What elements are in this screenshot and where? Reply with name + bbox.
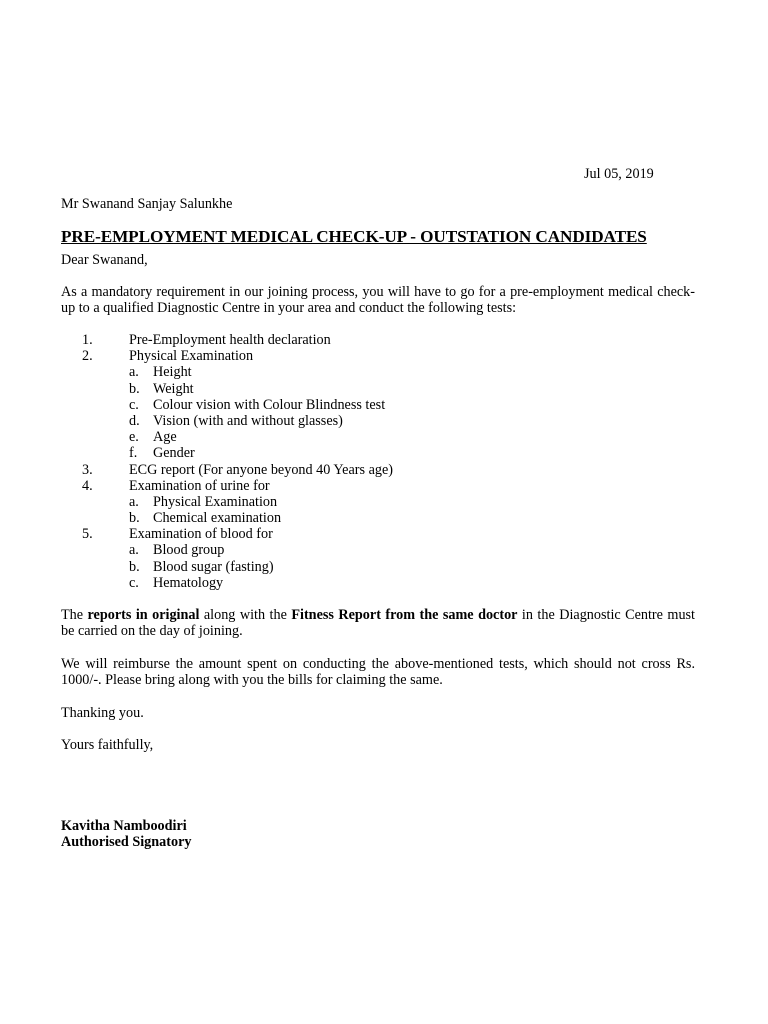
- thanks-line: Thanking you.: [61, 705, 144, 721]
- reports-text-3: in the Diagnostic Centre must be carried on the day of joining.: [61, 607, 696, 640]
- test-subitem-letter: a.: [129, 493, 139, 510]
- test-subitem-letter: c.: [129, 574, 139, 591]
- test-subitem: [61, 413, 701, 429]
- salutation: Dear Swanand,: [61, 252, 148, 268]
- test-subitem-label: Height: [153, 364, 192, 381]
- test-subitem-letter: a.: [129, 542, 139, 559]
- test-item-label: Examination of urine for: [129, 477, 270, 494]
- test-subitem-letter: b.: [129, 380, 140, 397]
- signer-name: Kavitha Namboodiri: [61, 818, 187, 834]
- test-subitem-letter: c.: [129, 396, 139, 413]
- test-item-label: Physical Examination: [129, 348, 254, 365]
- test-subitem: [61, 494, 701, 510]
- test-subitem: [61, 429, 701, 445]
- test-subitem-letter: a.: [129, 364, 139, 381]
- reports-bold-2: Fitness Report from the same doctor: [291, 607, 518, 623]
- test-subitem-letter: e.: [129, 429, 139, 446]
- reports-paragraph: [61, 607, 695, 639]
- test-item-label: Pre-Employment health declaration: [129, 332, 331, 348]
- test-subitem-label: Gender: [153, 445, 195, 462]
- test-list: [61, 332, 701, 591]
- test-subitem: [61, 542, 701, 558]
- test-subitem: [61, 397, 701, 413]
- reports-text-1: The: [61, 607, 88, 623]
- test-subitem: [61, 364, 701, 380]
- test-subitem-label: Chemical examination: [153, 510, 282, 527]
- test-subitem-label: Hematology: [153, 574, 224, 591]
- test-item: [61, 478, 701, 494]
- recipient-name: Mr Swanand Sanjay Salunkhe: [61, 196, 233, 212]
- test-subitem: [61, 445, 701, 461]
- test-subitem-label: Colour vision with Colour Blindness test: [153, 396, 386, 413]
- reports-bold-1: reports in original: [87, 607, 200, 623]
- test-item: [61, 526, 701, 542]
- test-subitem: [61, 510, 701, 526]
- test-subitem: [61, 575, 701, 591]
- test-item-number: 3.: [82, 461, 93, 478]
- intro-paragraph: As a mandatory requirement in our joining process, you will have to go for a pre-employment medical check-up to a qualified Diagnostic Centre in your area and conduct the following tests:: [61, 284, 695, 317]
- test-item-number: 5.: [82, 526, 93, 543]
- test-item-label: Examination of blood for: [129, 526, 273, 543]
- test-subitem-label: Blood sugar (fasting): [153, 558, 274, 575]
- test-item-number: 4.: [82, 477, 93, 494]
- test-subitem-label: Weight: [153, 380, 194, 397]
- test-item: [61, 462, 701, 478]
- test-item: [61, 332, 701, 348]
- letter-title: PRE-EMPLOYMENT MEDICAL CHECK-UP - OUTSTATION CANDIDATES: [61, 227, 647, 246]
- test-subitem-label: Blood group: [153, 542, 225, 559]
- test-subitem: [61, 559, 701, 575]
- test-subitem-label: Vision (with and without glasses): [153, 412, 343, 429]
- reports-text-2: along with the: [199, 607, 292, 623]
- test-subitem-label: Physical Examination: [153, 493, 278, 510]
- test-subitem-label: Age: [153, 429, 177, 446]
- letter-date: Jul 05, 2019: [584, 166, 654, 182]
- test-item-number: 1.: [82, 332, 93, 348]
- test-item: [61, 348, 701, 364]
- reimburse-paragraph: We will reimburse the amount spent on conducting the above-mentioned tests, which should not cross Rs. 1000/-. Please bring along with you the bills for claiming the same.: [61, 656, 695, 689]
- closing-line: Yours faithfully,: [61, 737, 154, 753]
- test-subitem-letter: b.: [129, 510, 140, 527]
- test-subitem-letter: d.: [129, 412, 140, 429]
- test-item-label: ECG report (For anyone beyond 40 Years age): [129, 461, 393, 478]
- test-item-number: 2.: [82, 348, 93, 365]
- test-subitem: [61, 381, 701, 397]
- test-subitem-letter: f.: [129, 445, 138, 462]
- test-subitem-letter: b.: [129, 558, 140, 575]
- signer-title: Authorised Signatory: [61, 834, 192, 850]
